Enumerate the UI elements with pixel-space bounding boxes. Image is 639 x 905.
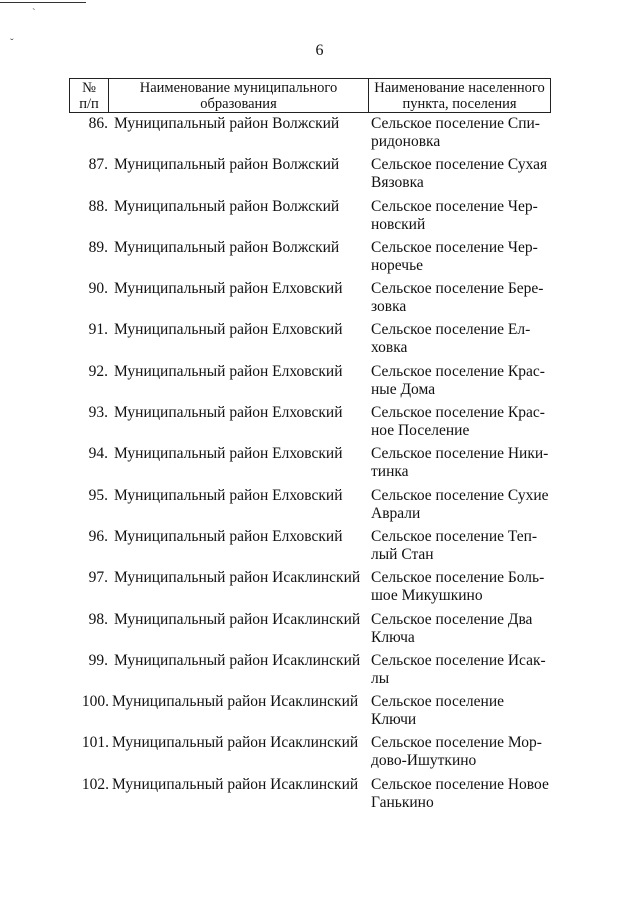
header-number-line: № [82, 80, 96, 96]
row-number: 99. [88, 651, 108, 669]
settlement-name [368, 776, 551, 817]
settlement-line: Сельское поселение Ники- [371, 445, 549, 463]
settlement-name [368, 487, 551, 528]
settlement-line: Сельское поселение Ключи [371, 693, 504, 729]
settlement-line: Сельское поселение Сухая [371, 156, 548, 174]
header-number-line: п/п [79, 96, 99, 112]
settlement-name [368, 569, 551, 610]
table-row [69, 734, 551, 775]
settlement-name [368, 239, 551, 280]
municipality-name: Муниципальный район Елховский [114, 362, 343, 380]
settlement-name [368, 734, 551, 775]
settlement-line: лы [371, 669, 390, 687]
row-number: 90. [88, 280, 108, 298]
settlement-name [368, 321, 551, 362]
settlement-name [368, 363, 551, 404]
settlement-line: Сельское поселение Теп- [371, 527, 538, 545]
header-settlement-cell [369, 79, 550, 112]
table-row [69, 652, 551, 693]
settlement-line: Сельское поселение Сухие [371, 486, 549, 504]
settlement-line: Сельское поселение Бере- [371, 280, 544, 298]
scan-speck: ˇ [10, 37, 14, 49]
settlement-line: зовка [371, 298, 407, 316]
table-row [69, 239, 551, 280]
settlement-line: Сельское поселение Спи- [371, 115, 540, 132]
row-number: 96. [88, 527, 108, 545]
settlement-name [368, 115, 551, 156]
row-number: 93. [88, 404, 108, 422]
table-row [69, 280, 551, 321]
page-number: 6 [315, 42, 324, 59]
municipality-name: Муниципальный район Волжский [114, 197, 340, 215]
settlement-line: Сельское поселение Мор- [371, 734, 542, 752]
row-number: 102. [81, 775, 109, 793]
settlement-line: Ганькино [371, 793, 434, 811]
settlement-name [368, 156, 551, 197]
table-body [69, 115, 551, 817]
settlement-line: Сельское поселение Новое [371, 775, 549, 793]
settlement-name [368, 198, 551, 239]
settlement-line: норечье [371, 256, 424, 274]
table-header [69, 78, 551, 113]
municipality-name: Муниципальный район Исаклинский [112, 775, 359, 793]
settlement-line: Сельское поселение Боль- [371, 569, 545, 587]
municipality-name: Муниципальный район Волжский [114, 156, 340, 174]
table-row [69, 404, 551, 445]
settlement-name [368, 280, 551, 321]
header-municipality-line: Наименование муниципального [139, 80, 338, 96]
settlement-line: Сельское поселение Крас- [371, 362, 545, 380]
settlement-name [368, 652, 551, 693]
table-row [69, 528, 551, 569]
scan-speck: ˋ [32, 7, 36, 19]
row-number: 100. [81, 693, 109, 711]
settlement-name [368, 528, 551, 569]
municipality-name: Муниципальный район Исаклинский [112, 693, 359, 711]
row-number: 87. [88, 156, 108, 174]
municipality-name: Муниципальный район Елховский [114, 321, 343, 339]
header-number-cell [70, 79, 109, 112]
table-row [69, 156, 551, 197]
settlement-line: ховка [371, 339, 408, 357]
settlement-line: Сельское поселение Ел- [371, 321, 531, 339]
top-rule [0, 2, 86, 3]
table-row [69, 776, 551, 817]
settlement-name [368, 445, 551, 486]
row-number: 101. [81, 734, 109, 752]
settlement-name [368, 404, 551, 445]
settlement-line: Ключа [371, 628, 415, 646]
municipality-name: Муниципальный район Исаклинский [114, 569, 361, 587]
row-number: 94. [88, 445, 108, 463]
header-municipality-line: образования [200, 96, 277, 112]
settlement-name [368, 693, 551, 734]
municipality-name: Муниципальный район Елховский [114, 527, 343, 545]
table-row [69, 115, 551, 156]
municipality-name: Муниципальный район Исаклинский [112, 734, 359, 752]
row-number: 95. [88, 486, 108, 504]
table-row [69, 445, 551, 486]
settlement-line: ридоновка [371, 133, 441, 150]
municipality-name: Муниципальный район Исаклинский [114, 651, 361, 669]
settlement-line: Сельское поселение Чер- [371, 238, 538, 256]
settlement-name [368, 611, 551, 652]
municipality-name: Муниципальный район Елховский [114, 280, 343, 298]
row-number: 92. [88, 362, 108, 380]
row-number: 97. [88, 569, 108, 587]
municipality-name: Муниципальный район Елховский [114, 445, 343, 463]
settlement-line: ное Поселение [371, 422, 470, 440]
settlement-line: Сельское поселение Крас- [371, 404, 545, 422]
table-row [69, 693, 551, 734]
municipality-name: Муниципальный район Волжский [114, 115, 340, 132]
row-number: 88. [88, 197, 108, 215]
settlement-line: тинка [371, 463, 409, 481]
settlement-line: Сельское поселение Два [371, 610, 533, 628]
settlement-line: Сельское поселение Чер- [371, 197, 538, 215]
settlement-line: новский [371, 215, 426, 233]
table-row [69, 363, 551, 404]
settlement-line: Аврали [371, 504, 421, 522]
row-number: 86. [88, 115, 108, 132]
municipality-name: Муниципальный район Елховский [114, 486, 343, 504]
settlement-line: дово-Ишуткино [371, 752, 477, 770]
header-municipality-cell [109, 79, 369, 112]
settlement-line: Сельское поселение Исак- [371, 651, 546, 669]
header-settlement-line: пункта, поселения [402, 96, 517, 112]
table-row [69, 487, 551, 528]
municipality-name: Муниципальный район Волжский [114, 238, 340, 256]
municipality-name: Муниципальный район Елховский [114, 404, 343, 422]
row-number: 98. [88, 610, 108, 628]
municipality-name: Муниципальный район Исаклинский [114, 610, 361, 628]
row-number: 91. [88, 321, 108, 339]
table-row [69, 198, 551, 239]
row-number: 89. [88, 238, 108, 256]
settlement-line: Вязовка [371, 174, 424, 192]
table-row [69, 321, 551, 362]
header-settlement-line: Наименование населенного [374, 80, 545, 96]
table-row [69, 611, 551, 652]
settlement-line: ные Дома [371, 380, 436, 398]
settlement-line: лый Стан [371, 545, 434, 563]
settlement-line: шое Микушкино [371, 587, 483, 605]
table-row [69, 569, 551, 610]
